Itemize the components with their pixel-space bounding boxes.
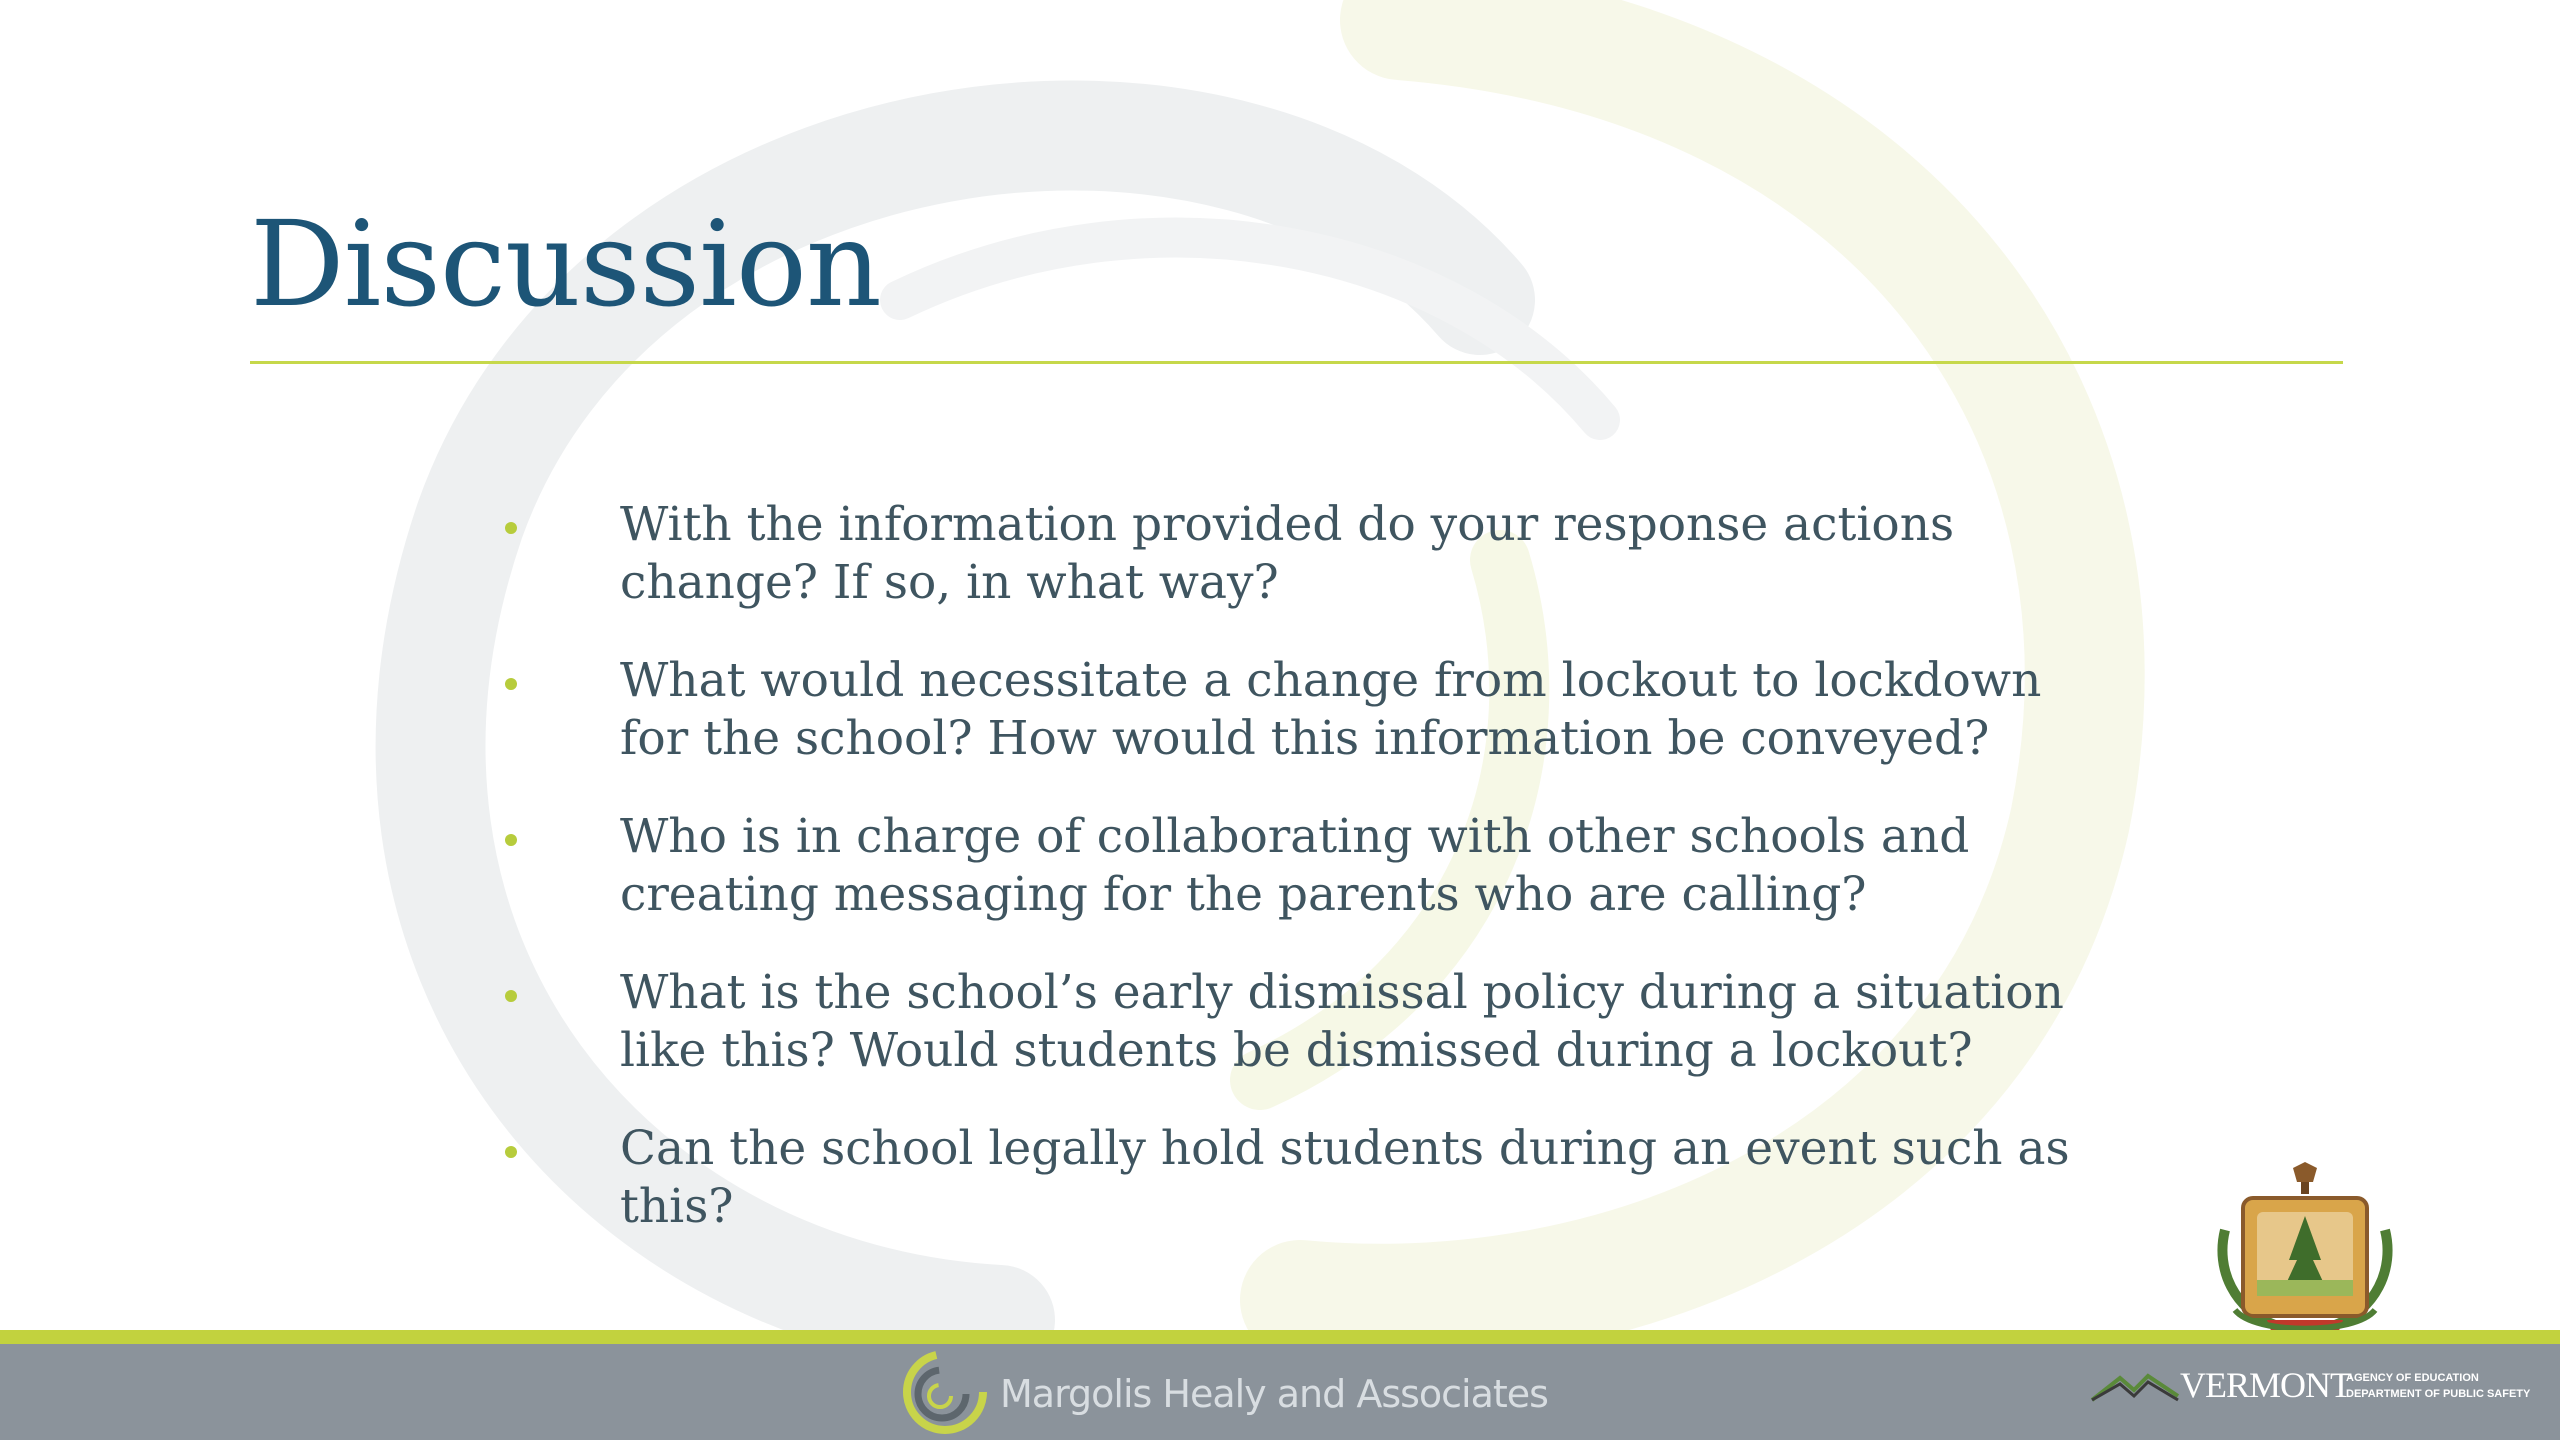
bullet-text-line: What would necessitate a change from lockout to lockdown [620,653,2042,708]
footer-accent-bar [0,1330,2560,1344]
bullet-text-line: like this? Would students be dismissed during a lockout? [620,1023,1973,1078]
bullet-item [490,808,2110,924]
bullet-dot-icon [505,990,517,1002]
vermont-seal-icon [2205,1160,2405,1350]
bullet-text-line: for the school? How would this information be conveyed? [620,711,1990,766]
slide-title: Discussion [250,195,881,333]
bullet-text-line: With the information provided do your response actions [620,497,1955,552]
agency-line: DEPARTMENT OF PUBLIC SAFETY [2346,1388,2531,1400]
vermont-mountain-icon [2090,1368,2180,1404]
bullet-text-line: What is the school’s early dismissal policy during a situation [620,965,2064,1020]
bullet-dot-icon [505,678,517,690]
bullet-text-line: Who is in charge of collaborating with other schools and [620,809,1970,864]
discussion-bullet-list [490,496,2110,1276]
title-divider [250,361,2343,364]
bullet-item [490,652,2110,768]
bullet-dot-icon [505,1146,517,1158]
bullet-item [490,1120,2110,1236]
bullet-item [490,964,2110,1080]
agency-line: AGENCY OF EDUCATION [2346,1372,2479,1384]
vermont-wordmark: VERMONT [2180,1365,2351,1405]
vermont-agency-text [2346,1370,2530,1402]
bullet-dot-icon [505,834,517,846]
bullet-text-line: change? If so, in what way? [620,555,1279,610]
bullet-text-line: creating messaging for the parents who are calling? [620,867,1867,922]
bullet-item [490,496,2110,612]
bullet-text-line: this? [620,1179,734,1234]
margolis-healy-logo-icon [900,1346,990,1438]
company-name: Margolis Healy and Associates [1000,1372,1548,1416]
bullet-dot-icon [505,522,517,534]
bullet-text-line: Can the school legally hold students during an event such as [620,1121,2070,1176]
